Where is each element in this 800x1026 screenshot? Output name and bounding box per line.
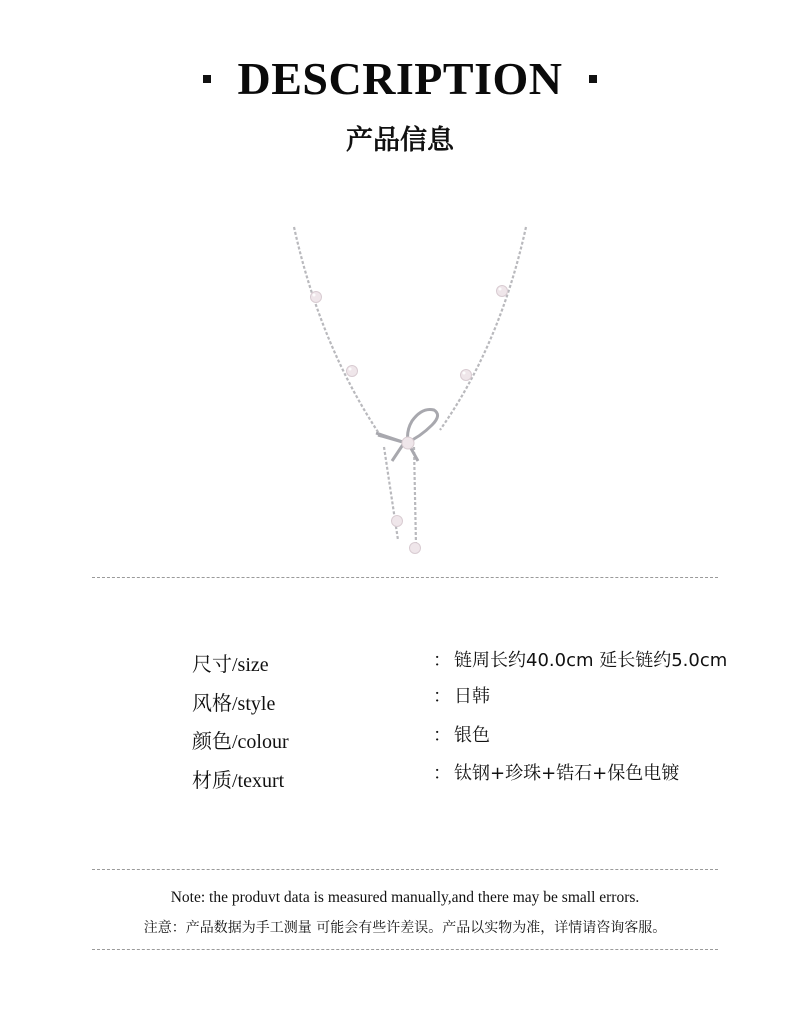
spec-label-colour: 颜色/colour bbox=[192, 731, 289, 753]
spec-colon-style: ： bbox=[433, 686, 451, 707]
divider-note-top bbox=[92, 869, 718, 870]
description-title-text: DESCRIPTION bbox=[237, 53, 563, 104]
spec-colon-texture: ： bbox=[433, 763, 451, 784]
description-title bbox=[0, 52, 800, 105]
necklace-chain bbox=[294, 227, 526, 545]
bullet-dot-right bbox=[589, 75, 597, 83]
spec-colon-size: ： bbox=[433, 650, 451, 671]
pearls bbox=[311, 286, 508, 554]
spec-colon-colour: ： bbox=[433, 725, 451, 746]
spec-label-size: 尺寸/size bbox=[192, 654, 269, 676]
product-info-subtitle: 产品信息 bbox=[346, 125, 454, 156]
spec-value-texture: 钛钢+珍珠+锆石+保色电镀 bbox=[454, 763, 680, 784]
spec-label-texture: 材质/texurt bbox=[192, 770, 285, 792]
spec-value-colour: 银色 bbox=[454, 725, 490, 746]
product-image-necklace bbox=[280, 215, 540, 565]
note-english: Note: the produvt data is measured manually,and there may be small errors. bbox=[170, 889, 640, 906]
spec-value-size: 链周长约40.0cm 延长链约5.0cm bbox=[454, 650, 728, 671]
note-chinese: 注意：产品数据为手工测量 可能会有些许差误。产品以实物为准，详情请咨询客服。 bbox=[143, 920, 667, 936]
spec-label-style: 风格/style bbox=[192, 693, 276, 715]
spec-value-style: 日韩 bbox=[454, 686, 490, 707]
divider-note-bottom bbox=[92, 949, 718, 950]
divider-top bbox=[92, 577, 718, 578]
bullet-dot-left bbox=[203, 75, 211, 83]
